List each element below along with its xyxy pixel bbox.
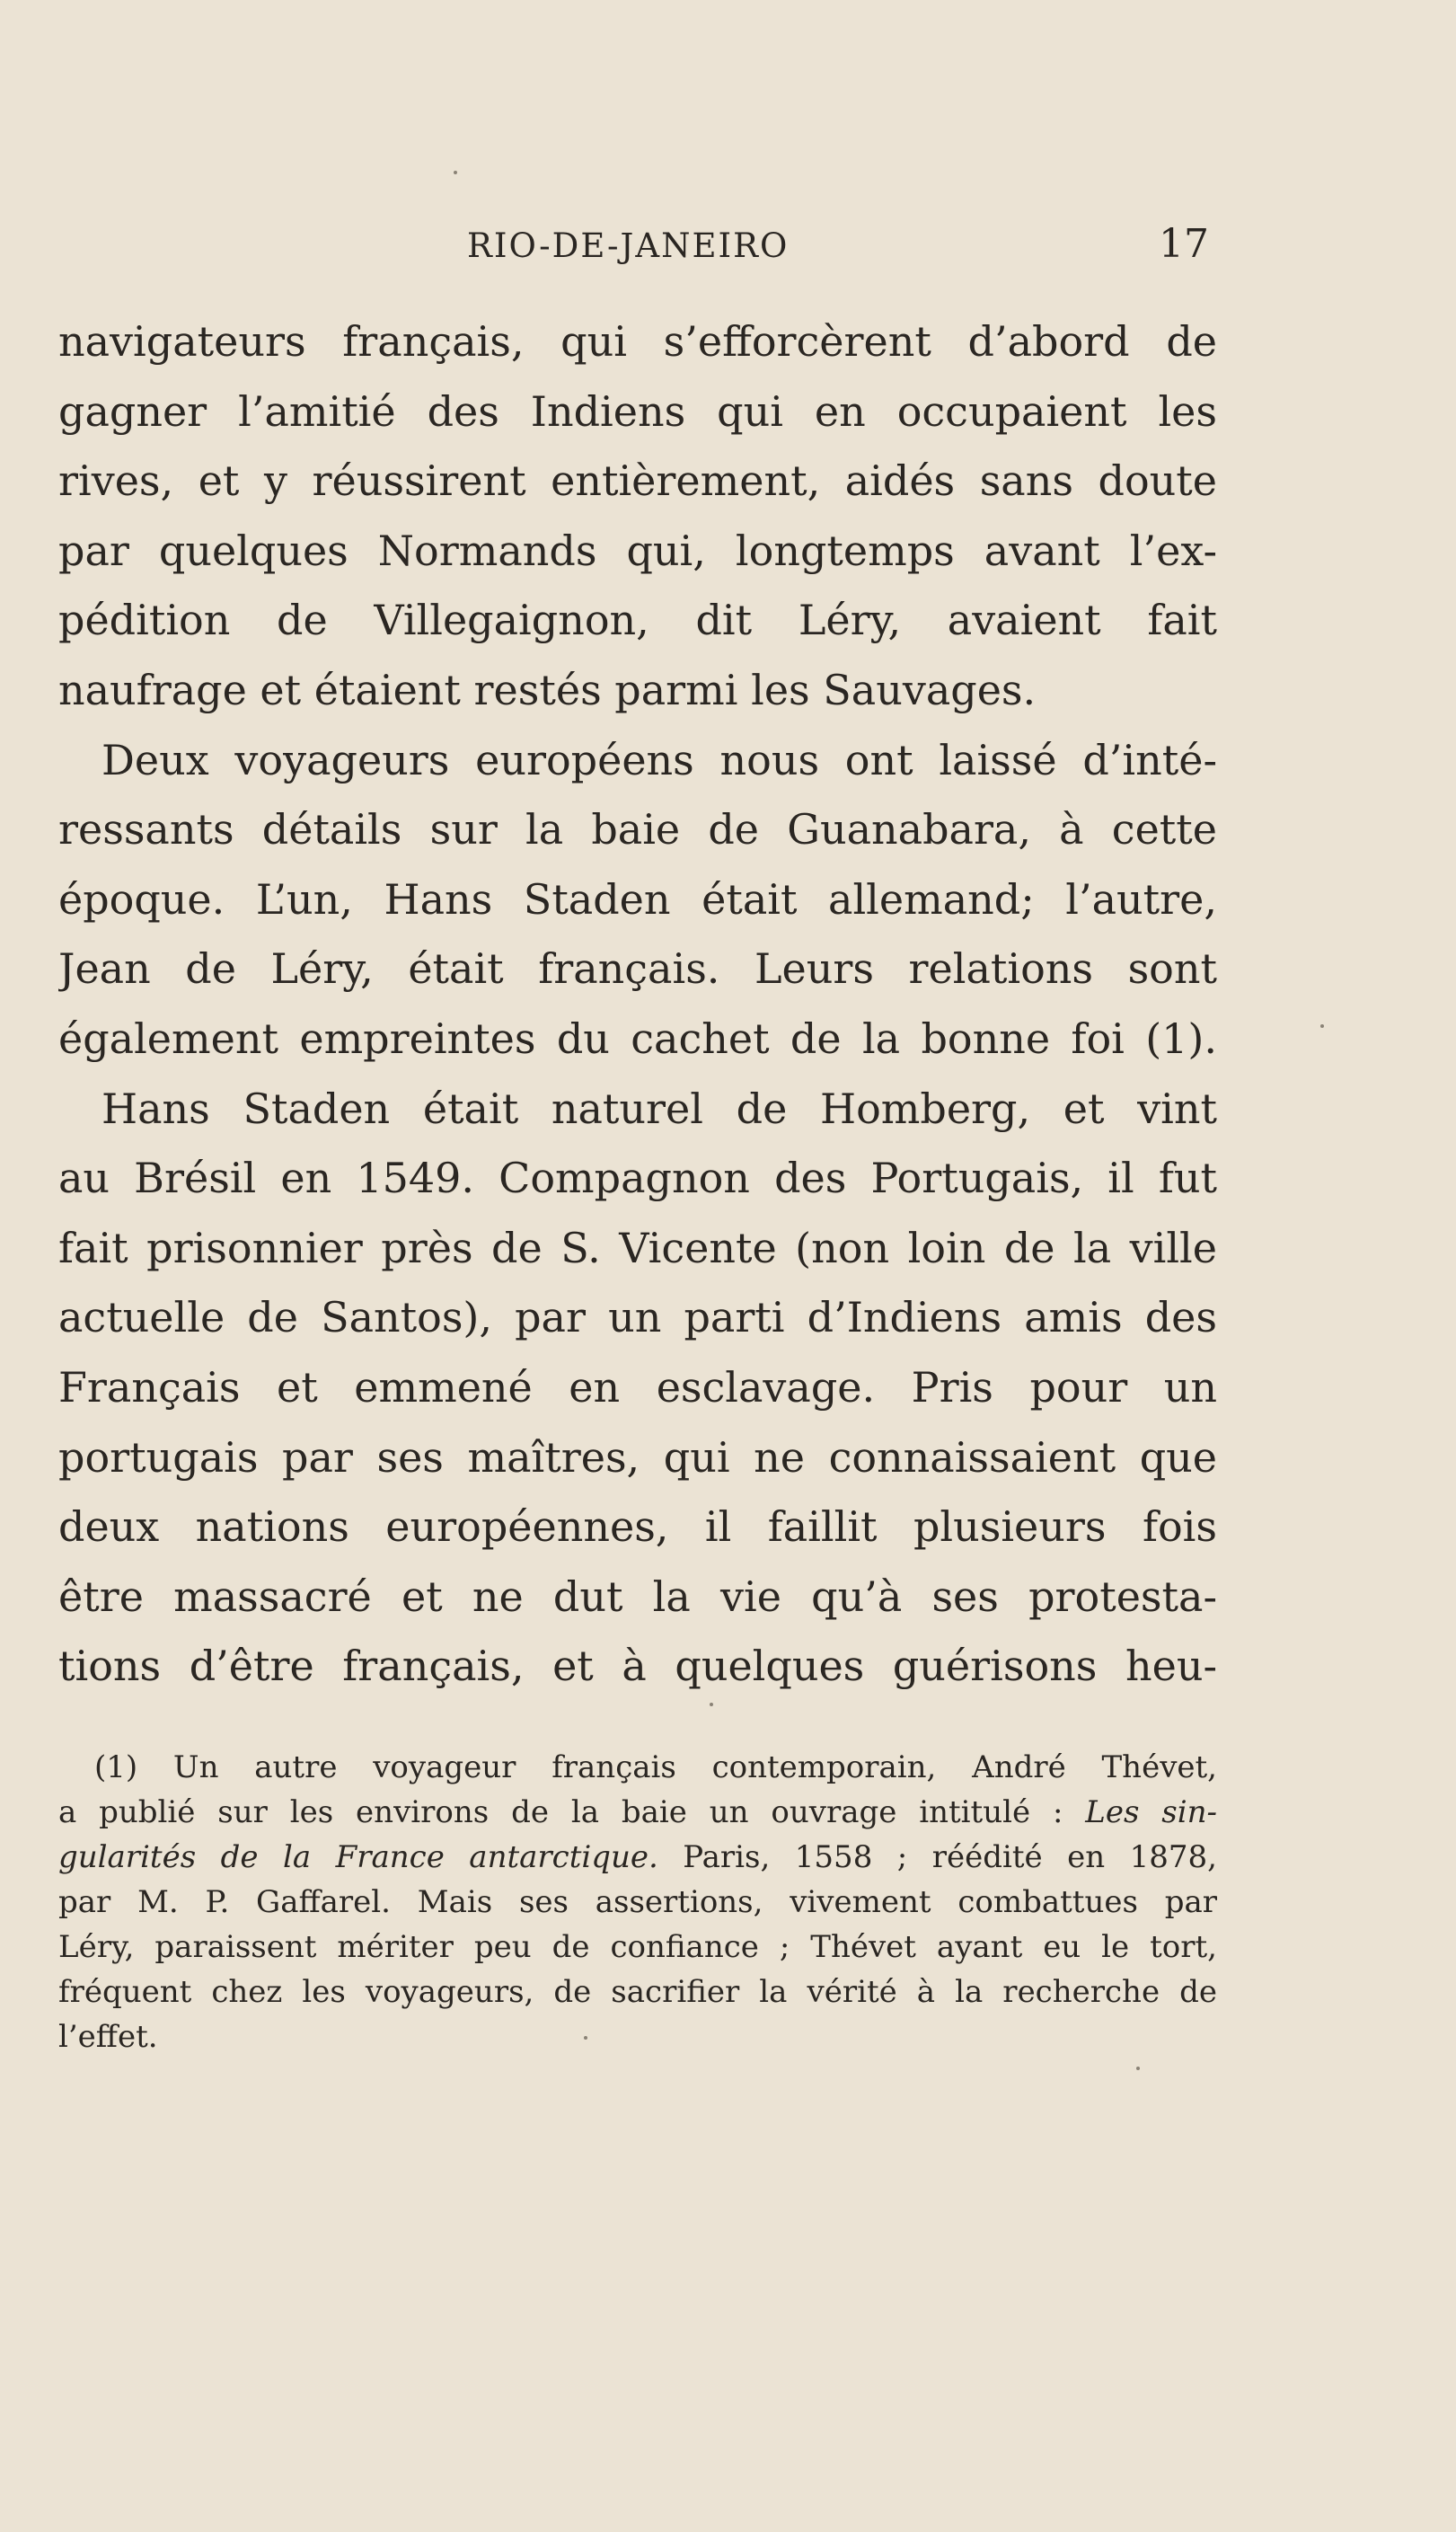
paper-speck xyxy=(454,171,457,174)
paper-speck xyxy=(584,2036,587,2040)
body-text xyxy=(58,307,1217,1702)
text-line: Deux voyageurs européens nous ont laissé d’inté- xyxy=(101,735,1217,784)
footnote-text: a publié sur les environs de la baie un ouvrage intitulé : xyxy=(58,1794,1086,1830)
text-line: ressants détails sur la baie de Guanabara, à cette xyxy=(58,805,1217,854)
text-line: actuelle de Santos), par un parti d’Indiens amis des xyxy=(58,1293,1217,1342)
page-number: 17 xyxy=(1159,221,1209,267)
footnote-line xyxy=(58,1790,1217,1835)
footnote-line xyxy=(58,1835,1217,1880)
footnote-line: Léry, paraissent mériter peu de confiance ; Thévet ayant eu le tort, xyxy=(58,1929,1217,1965)
paper-speck xyxy=(710,1703,713,1706)
book-title-italic: gularités de la France antarctique. xyxy=(58,1839,658,1875)
text-line: tions d’être français, et à quelques guérisons heu- xyxy=(58,1642,1217,1691)
paper-speck xyxy=(1136,2067,1140,2070)
text-line: portugais par ses maîtres, qui ne connaissaient que xyxy=(58,1432,1217,1482)
text-line: deux nations européennes, il faillit plusieurs fois xyxy=(58,1502,1217,1552)
text-line: Français et emmené en esclavage. Pris pour un xyxy=(58,1362,1217,1412)
text-line: rives, et y réussirent entièrement, aidés sans doute xyxy=(58,456,1217,506)
footnote-line: l’effet. xyxy=(58,2019,158,2055)
text-line: être massacré et ne dut la vie qu’à ses protesta- xyxy=(58,1571,1217,1621)
text-line: Hans Staden était naturel de Homberg, et vint xyxy=(101,1084,1217,1133)
page-header xyxy=(0,208,1456,280)
text-line: naufrage et étaient restés parmi les Sauvages. xyxy=(58,665,1037,714)
text-line: gagner l’amitié des Indiens qui en occupaient les xyxy=(58,386,1217,436)
footnote-line: fréquent chez les voyageurs, de sacrifier la vérité à la recherche de xyxy=(58,1974,1217,2010)
footnote-line: (1) Un autre voyageur français contemporain, André Thévet, xyxy=(94,1749,1217,1785)
text-line: pédition de Villegaignon, dit Léry, avaient fait xyxy=(58,596,1217,645)
paper-speck xyxy=(1320,1024,1324,1028)
text-line: navigateurs français, qui s’efforcèrent d’abord de xyxy=(58,317,1217,366)
text-line: également empreintes du cachet de la bonne foi (1). xyxy=(58,1014,1217,1063)
running-title: RIO-DE-JANEIRO xyxy=(467,226,790,265)
text-line: Jean de Léry, était français. Leurs relations sont xyxy=(58,944,1217,994)
text-line: époque. L’un, Hans Staden était allemand; l’autre, xyxy=(58,874,1217,924)
text-line: fait prisonnier près de S. Vicente (non loin de la ville xyxy=(58,1223,1217,1272)
text-line: au Brésil en 1549. Compagnon des Portugais, il fut xyxy=(58,1154,1217,1203)
text-line: par quelques Normands qui, longtemps avant l’ex- xyxy=(58,526,1217,575)
footnote xyxy=(58,1745,1217,2059)
footnote-line: par M. P. Gaffarel. Mais ses assertions, vivement combattues par xyxy=(58,1884,1217,1920)
book-title-italic: Les sin- xyxy=(1085,1794,1217,1830)
footnote-text: Paris, 1558 ; réédité en 1878, xyxy=(657,1839,1217,1875)
